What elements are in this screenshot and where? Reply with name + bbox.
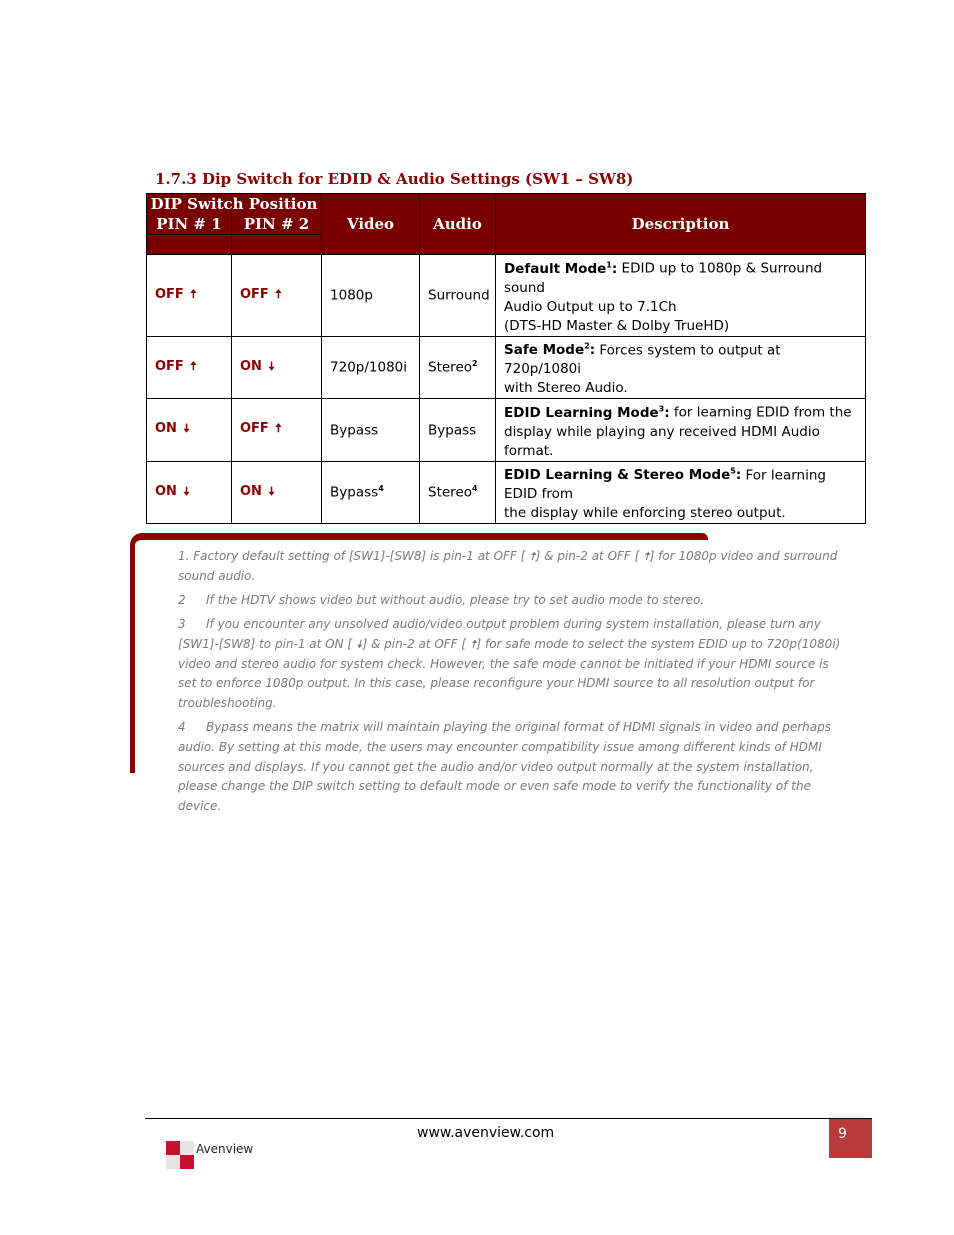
video-cell bbox=[322, 461, 420, 524]
logo-square-grey-bottom bbox=[166, 1155, 180, 1169]
footnote-item bbox=[178, 591, 844, 611]
description-line: Audio Output up to 7.1Ch bbox=[504, 298, 677, 315]
audio-footnote-ref: 2 bbox=[472, 359, 478, 368]
footnote-number: 4 bbox=[178, 720, 186, 735]
video-footnote-ref: 4 bbox=[378, 484, 384, 493]
pin1-arrow-icon: 🠅 bbox=[190, 358, 197, 373]
footnote-number: 3 bbox=[178, 617, 186, 632]
footnote-item bbox=[178, 547, 844, 586]
pin1-state: OFF bbox=[155, 358, 184, 374]
pin1-cell bbox=[147, 461, 232, 524]
description-line: with Stereo Audio. bbox=[504, 380, 628, 396]
logo-square-grey-top bbox=[180, 1141, 194, 1155]
description-line: the display while enforcing stereo output. bbox=[504, 505, 786, 521]
audio-cell bbox=[420, 461, 496, 524]
pin2-cell bbox=[232, 255, 322, 337]
header-pin2-spacer bbox=[232, 235, 322, 255]
mode-label: Safe Mode bbox=[504, 342, 585, 358]
footnote-text: If the HDTV shows video but without audio, please try to set audio mode to stereo. bbox=[206, 592, 705, 607]
table-row bbox=[147, 336, 866, 399]
pin1-cell bbox=[147, 336, 232, 399]
mode-name bbox=[504, 467, 741, 483]
audio-cell bbox=[420, 255, 496, 337]
description-cell bbox=[496, 461, 866, 524]
pin1-state: OFF bbox=[155, 286, 184, 302]
header-dip-switch-position: DIP Switch Position bbox=[147, 194, 322, 214]
video-value: Bypass bbox=[330, 422, 379, 438]
video-value: 720p/1080i bbox=[330, 359, 408, 376]
header-description: Description bbox=[496, 194, 866, 255]
video-cell bbox=[322, 255, 420, 337]
video-cell bbox=[322, 336, 420, 399]
description-cell bbox=[496, 399, 866, 462]
pin1-state: ON bbox=[155, 483, 177, 499]
logo-square-red-bottom bbox=[180, 1155, 194, 1169]
pin2-state: ON bbox=[240, 483, 262, 499]
mode-footnote-ref: 3 bbox=[658, 404, 665, 413]
table-row bbox=[147, 399, 866, 462]
mode-colon: : bbox=[664, 404, 670, 421]
description-cell bbox=[496, 255, 866, 337]
audio-value: Surround bbox=[428, 287, 490, 304]
mode-name bbox=[504, 342, 595, 358]
audio-footnote-ref: 4 bbox=[472, 484, 478, 493]
mode-label: Default Mode bbox=[504, 260, 607, 277]
table-row bbox=[147, 255, 866, 337]
pin2-cell bbox=[232, 336, 322, 399]
mode-colon: : bbox=[735, 467, 742, 483]
audio-value: Bypass bbox=[428, 422, 477, 438]
pin1-cell bbox=[147, 399, 232, 462]
footnote-text: Bypass means the matrix will maintain playing the original format of HDMI signals in video and perhaps audio. By setting at this mode, the users may encounter compatibility issue among different kinds of HDMI sources and displays. If you cannot get the audio and/or video output normally at the system installation, please change the DIP switch setting to default mode or even safe mode to verify the functionality of the device. bbox=[178, 720, 832, 813]
pin2-cell bbox=[232, 461, 322, 524]
header-pin1-spacer bbox=[147, 235, 232, 255]
footnote-item bbox=[178, 718, 844, 817]
pin2-arrow-icon: 🠇 bbox=[268, 358, 275, 373]
description-line: For learning EDID from bbox=[504, 467, 826, 502]
page-number-box bbox=[829, 1119, 872, 1158]
page-number: 9 bbox=[838, 1126, 847, 1142]
description-line: EDID up to 1080p & Surround sound bbox=[504, 260, 823, 296]
pin1-state: ON bbox=[155, 421, 177, 437]
header-audio: Audio bbox=[420, 194, 496, 255]
pin1-arrow-icon: 🠇 bbox=[183, 483, 190, 498]
pin2-state: OFF bbox=[240, 421, 269, 437]
audio-cell bbox=[420, 399, 496, 462]
pin2-arrow-icon: 🠇 bbox=[268, 483, 275, 498]
avenview-logo bbox=[158, 1136, 258, 1184]
description-line: Forces system to output at 720p/1080i bbox=[504, 342, 781, 377]
pin1-arrow-icon: 🠅 bbox=[190, 286, 197, 301]
mode-colon: : bbox=[611, 260, 618, 277]
pin2-cell bbox=[232, 399, 322, 462]
table-row bbox=[147, 461, 866, 524]
description-cell bbox=[496, 336, 866, 399]
audio-cell bbox=[420, 336, 496, 399]
footnote-item bbox=[178, 615, 844, 714]
pin1-cell bbox=[147, 255, 232, 337]
video-value: 1080p bbox=[330, 287, 373, 304]
header-pin2: PIN # 2 bbox=[232, 214, 322, 235]
audio-value: Stereo bbox=[428, 484, 473, 501]
description-line: display while playing any received HDMI Audio format. bbox=[504, 423, 820, 459]
pin2-state: ON bbox=[240, 358, 262, 374]
mode-name bbox=[504, 405, 670, 421]
logo-text: Avenview bbox=[196, 1142, 254, 1156]
footer-url[interactable]: www.avenview.com bbox=[417, 1125, 555, 1141]
video-value: Bypass bbox=[330, 484, 379, 501]
mode-footnote-ref: 2 bbox=[584, 341, 590, 351]
header-pin1: PIN # 1 bbox=[147, 214, 232, 235]
mode-footnote-ref: 1 bbox=[606, 260, 612, 269]
section-title: 1.7.3 Dip Switch for EDID & Audio Settings (SW1 – SW8) bbox=[155, 170, 634, 188]
footnote-text: 1. Factory default setting of [SW1]-[SW8] is pin-1 at OFF [ 🠅] & pin-2 at OFF [ 🠅] for 1080p video and surround sound audio. bbox=[178, 549, 838, 583]
mode-colon: : bbox=[589, 342, 596, 358]
header-video: Video bbox=[322, 194, 420, 255]
pin2-arrow-icon: 🠅 bbox=[275, 286, 282, 301]
footer-divider bbox=[145, 1118, 872, 1119]
mode-name bbox=[504, 261, 617, 277]
footnotes bbox=[178, 547, 844, 821]
mode-label: EDID Learning Mode bbox=[504, 404, 659, 421]
footnote-text: If you encounter any unsolved audio/video output problem during system installation, please turn any [SW1]-[SW8] to pin-1 at ON [ 🠇] & pin-2 at OFF [ 🠅] for safe mode to select the system EDID up to 720p(1080i) video and stereo audio for system check. However, the safe mode cannot be initiated if your HDMI source is set to enforce 1080p output. In this case, please reconfigure your HDMI source to all resolution output for troubleshooting. bbox=[178, 617, 841, 710]
pin1-arrow-icon: 🠇 bbox=[183, 421, 190, 436]
description-line: (DTS-HD Master & Dolby TrueHD) bbox=[504, 317, 730, 334]
pin2-state: OFF bbox=[240, 286, 269, 302]
footnote-number: 2 bbox=[178, 592, 186, 607]
audio-value: Stereo bbox=[428, 359, 473, 376]
pin2-arrow-icon: 🠅 bbox=[275, 421, 282, 436]
mode-footnote-ref: 5 bbox=[730, 466, 736, 476]
video-cell bbox=[322, 399, 420, 462]
logo-square-red-top bbox=[166, 1141, 180, 1155]
description-line: for learning EDID from the bbox=[669, 404, 852, 421]
mode-label: EDID Learning & Stereo Mode bbox=[504, 467, 731, 483]
dip-switch-table bbox=[146, 193, 866, 524]
